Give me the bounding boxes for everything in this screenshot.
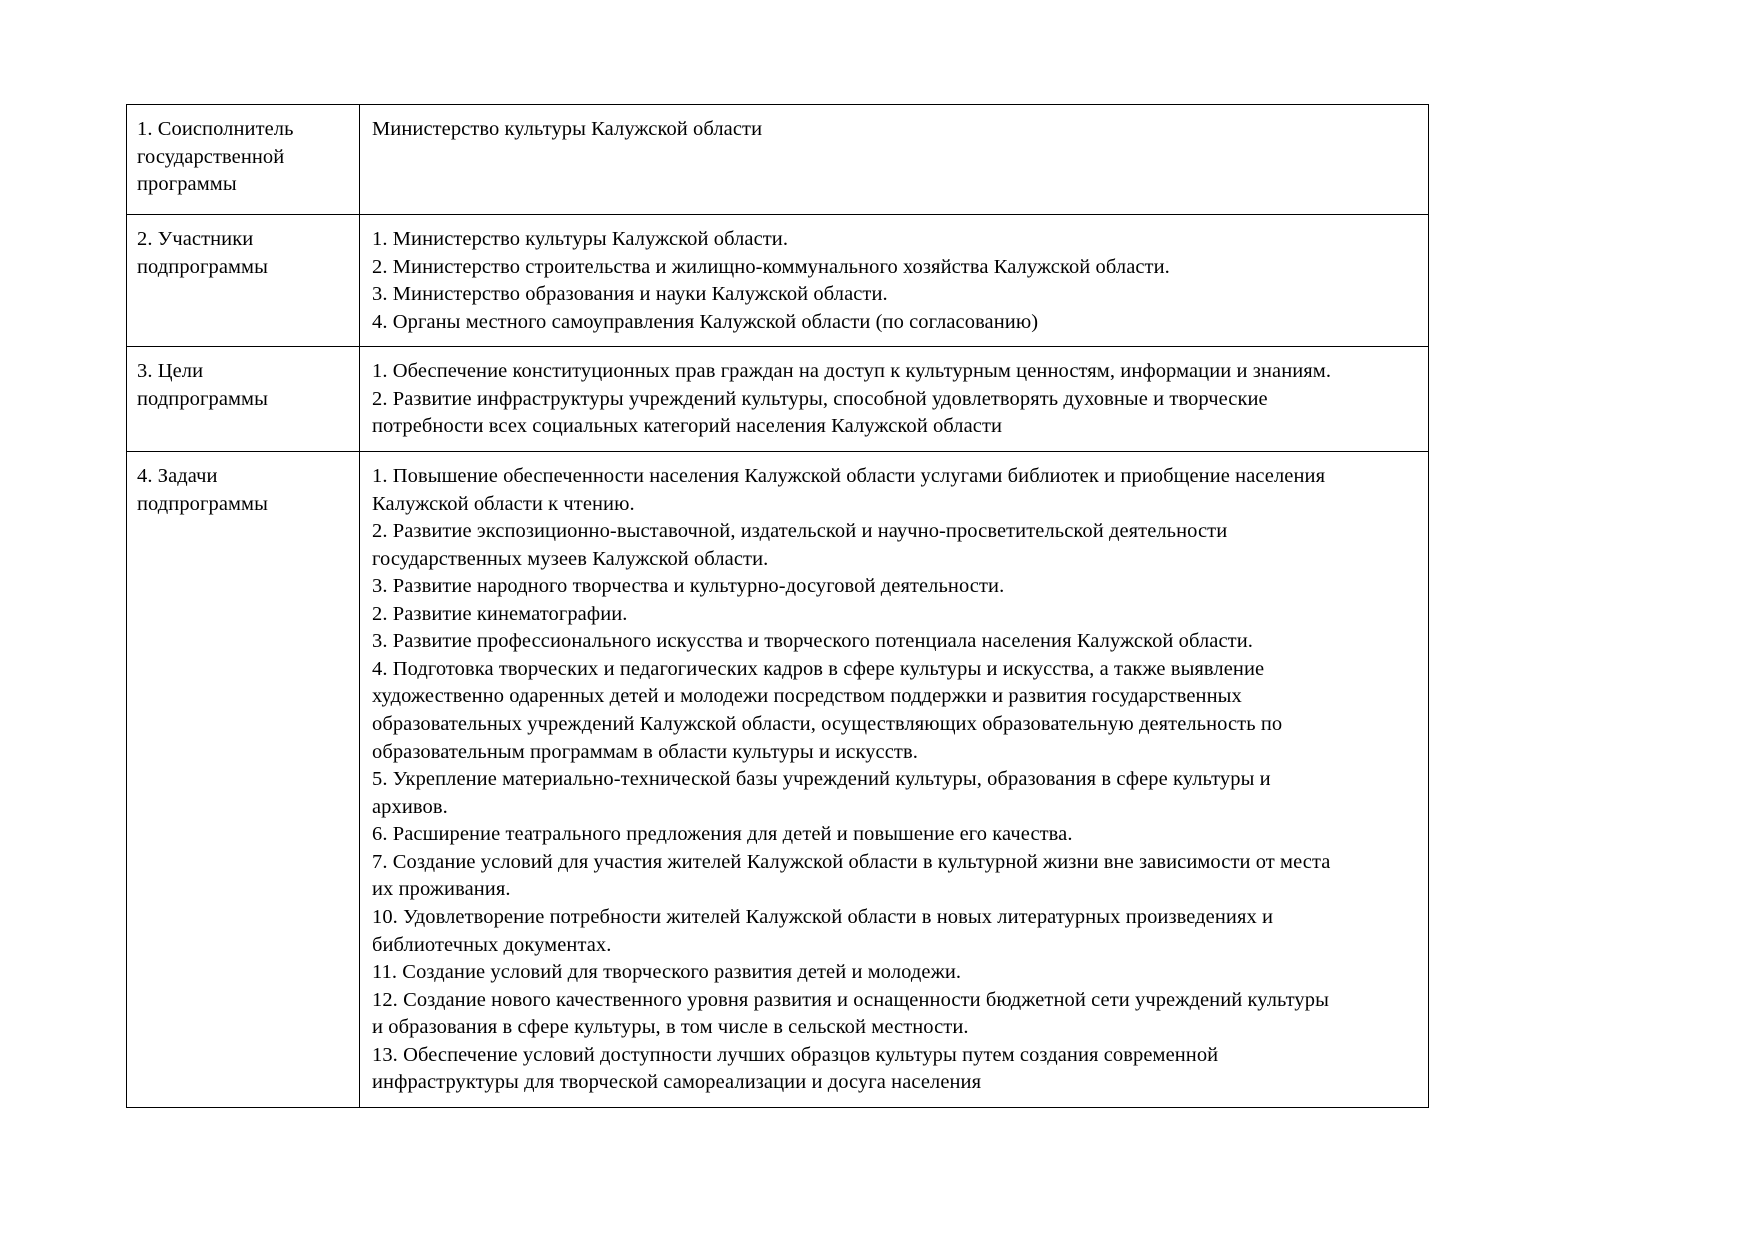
content-line: 2. Развитие кинематографии. (372, 602, 628, 625)
label-line: 1. Соисполнитель (137, 118, 294, 140)
content-line: Калужской области к чтению. (372, 492, 635, 515)
content-line: 2. Развитие инфраструктуры учреждений культуры, способной удовлетворять духовные и творческие (372, 387, 1268, 410)
label-line: 2. Участники (137, 228, 254, 250)
content-line: Министерство культуры Калужской области (372, 118, 763, 140)
table-row (127, 451, 1429, 1107)
content-line: 11. Создание условий для творческого развития детей и молодежи. (372, 961, 962, 984)
label-line: подпрограммы (137, 255, 268, 278)
content-line: и образования в сфере культуры, в том числе в сельской местности. (372, 1016, 969, 1039)
table-row (127, 347, 1429, 452)
label-line: 4. Задачи (137, 464, 218, 487)
label-line: программы (137, 173, 237, 196)
content-line: художественно одаренных детей и молодежи посредством поддержки и развития государственных (372, 685, 1242, 708)
content-line: образовательных учреждений Калужской области, осуществляющих образовательную деятельность по (372, 713, 1283, 735)
label-line: подпрограммы (137, 387, 268, 410)
content-line: их проживания. (372, 878, 511, 901)
content-line: 1. Обеспечение конституционных прав граждан на доступ к культурным ценностям, информации и знаниям. (372, 360, 1332, 383)
row-content-cell-zadachi (360, 451, 1429, 1107)
content-line: 12. Создание нового качественного уровня развития и оснащенности бюджетной сети учреждений культуры (372, 988, 1329, 1011)
label-line: 3. Цели (137, 360, 204, 383)
program-parameters-table (126, 104, 1429, 1108)
content-line: 2. Министерство строительства и жилищно-коммунального хозяйства Калужской области. (372, 255, 1170, 278)
content-line: инфраструктуры для творческой самореализации и досуга населения (372, 1071, 982, 1094)
content-line: государственных музеев Калужской области. (372, 547, 769, 570)
content-line: 4. Органы местного самоуправления Калужской области (по согласованию) (372, 310, 1039, 333)
table-row (127, 105, 1429, 215)
row-label-cell-celi (127, 347, 360, 452)
row-content-cell-soispolnitel (360, 105, 1429, 215)
content-line: библиотечных документах. (372, 933, 612, 956)
content-line: 1. Министерство культуры Калужской области. (372, 228, 789, 250)
content-line: 1. Повышение обеспеченности населения Калужской области услугами библиотек и приобщение населения (372, 464, 1326, 487)
content-line: 6. Расширение театрального предложения для детей и повышение его качества. (372, 823, 1073, 846)
content-line: 3. Развитие народного творчества и культурно-досуговой деятельности. (372, 575, 1005, 598)
row-label-cell-zadachi (127, 451, 360, 1107)
content-line: 5. Укрепление материально-технической базы учреждений культуры, образования в сфере культуры и (372, 768, 1271, 791)
row-content-cell-uchastniki (360, 215, 1429, 347)
content-line: 13. Обеспечение условий доступности лучших образцов культуры путем создания современной (372, 1043, 1219, 1066)
content-line: 7. Создание условий для участия жителей Калужской области в культурной жизни вне зависимости от места (372, 850, 1331, 873)
content-line: 4. Подготовка творческих и педагогических кадров в сфере культуры и искусства, а также выявление (372, 657, 1265, 680)
row-label-cell-uchastniki (127, 215, 360, 347)
content-line: 2. Развитие экспозиционно-выставочной, издательской и научно-просветительской деятельности (372, 520, 1228, 543)
content-line: потребности всех социальных категорий населения Калужской области (372, 415, 1003, 438)
content-line: образовательным программам в области культуры и искусств. (372, 740, 918, 763)
table-row (127, 215, 1429, 347)
content-line: 3. Развитие профессионального искусства и творческого потенциала населения Калужской области. (372, 630, 1253, 653)
label-line: государственной (137, 145, 285, 168)
content-line: 10. Удовлетворение потребности жителей Калужской области в новых литературных произведениях и (372, 905, 1274, 928)
content-line: архивов. (372, 795, 448, 818)
content-line: 3. Министерство образования и науки Калужской области. (372, 283, 888, 306)
row-content-cell-celi (360, 347, 1429, 452)
label-line: подпрограммы (137, 492, 268, 515)
row-label-cell-soispolnitel (127, 105, 360, 215)
table-body (127, 105, 1429, 1108)
